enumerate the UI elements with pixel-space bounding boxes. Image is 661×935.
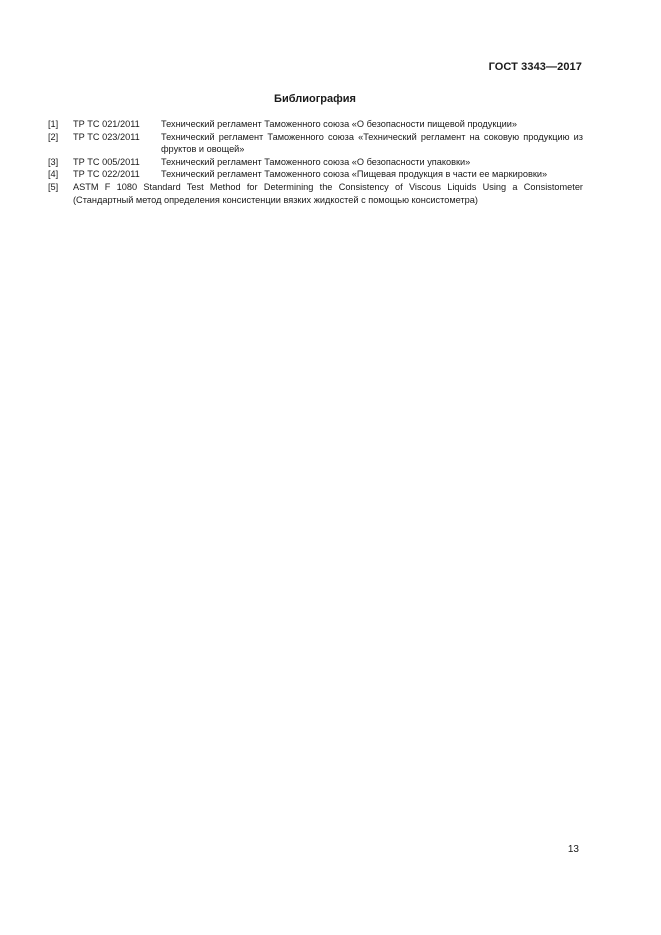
bibliography-title: Библиография bbox=[274, 93, 356, 105]
entry-text: ASTM F 1080 Standard Test Method for Determining the Consistency of Viscous Liquids Using a Consistometer (Стандартный метод определения консистенции вязких жидкостей с помощью консистометра) bbox=[73, 181, 583, 205]
entry-code: ТР ТС 023/2011 bbox=[73, 131, 140, 142]
bibliography-list bbox=[48, 118, 583, 206]
entry-text: Технический регламент Таможенного союза «О безопасности упаковки» bbox=[161, 156, 471, 167]
entry-number: [1] bbox=[48, 119, 59, 129]
bibliography-entry bbox=[48, 181, 583, 206]
bibliography-entry bbox=[48, 131, 583, 156]
page-number: 13 bbox=[567, 844, 579, 855]
entry-code: ТР ТС 005/2011 bbox=[73, 156, 140, 167]
entry-number: [3] bbox=[48, 156, 59, 167]
entry-number: [2] bbox=[48, 131, 59, 142]
entry-text: Технический регламент Таможенного союза «Пищевая продукция в части ее маркировки» bbox=[161, 169, 548, 180]
entry-code: ТР ТС 022/2011 bbox=[73, 169, 140, 180]
bibliography-entry bbox=[48, 118, 583, 131]
bibliography-entry bbox=[48, 168, 583, 181]
document-code: ГОСТ 3343—2017 bbox=[488, 61, 582, 73]
entry-text: Технический регламент Таможенного союза «О безопасности пищевой продукции» bbox=[161, 119, 518, 129]
entry-text: Технический регламент Таможенного союза «Технический регламент на соковую продукцию из фруктов и овощей» bbox=[161, 131, 583, 155]
entry-number: [4] bbox=[48, 169, 59, 180]
bibliography-entry bbox=[48, 156, 583, 169]
entry-number: [5] bbox=[48, 181, 59, 192]
entry-code: ТР ТС 021/2011 bbox=[73, 119, 140, 129]
